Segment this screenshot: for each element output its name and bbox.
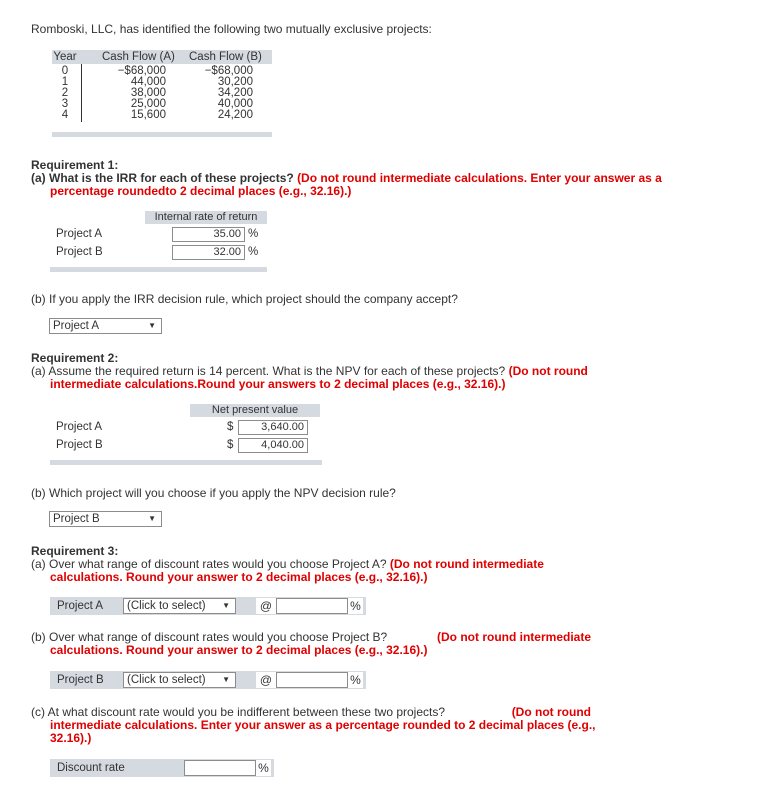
at-symbol: @ xyxy=(256,672,276,688)
npv-header: Net present value xyxy=(190,404,320,417)
req3-b-note-2: calculations. Round your answer to 2 decimal places (e.g., 32.16).) xyxy=(50,643,428,657)
npv-decision-select[interactable] xyxy=(49,511,162,527)
req2-title: Requirement 2: xyxy=(31,351,119,365)
req3-title: Requirement 3: xyxy=(31,544,119,558)
cell-cash-flow-a: 44,000 xyxy=(130,76,166,88)
npv-project-b-label: Project B xyxy=(56,439,103,451)
cell-cash-flow-a: 25,000 xyxy=(130,98,166,110)
npv-table xyxy=(50,404,322,466)
chevron-down-icon: ▼ xyxy=(148,514,156,523)
req3-b-row-label: Project B xyxy=(57,674,104,686)
at-symbol: @ xyxy=(256,598,276,614)
range-b-select-value: (Click to select) xyxy=(127,674,206,686)
cell-year: 2 xyxy=(61,87,69,99)
cashflow-footer-bar xyxy=(52,132,272,137)
irr-project-b-label: Project B xyxy=(56,246,103,258)
req2-a-note-1: (Do not round xyxy=(508,364,588,378)
req1-a-note-2: percentage roundedto 2 decimal places (e.g., 32.16).) xyxy=(50,184,352,198)
req3-a-note-1: (Do not round intermediate xyxy=(389,557,544,571)
req3-a-row xyxy=(50,597,366,615)
req3-c-text: (c) At what discount rate would you be indifferent between these two projects? xyxy=(31,705,446,719)
req3-c-note-1: (Do not round xyxy=(511,705,591,719)
cell-cash-flow-a: 15,600 xyxy=(130,109,166,121)
req2-b-text: (b) Which project will you choose if you apply the NPV decision rule? xyxy=(31,486,396,500)
npv-project-b-currency: $ xyxy=(227,439,234,451)
range-a-select[interactable] xyxy=(123,598,236,614)
irr-header: Internal rate of return xyxy=(145,211,267,224)
req3-c-row-label: Discount rate xyxy=(57,762,125,774)
req3-b-question xyxy=(31,630,591,644)
cell-cash-flow-b: −$68,000 xyxy=(204,65,253,77)
range-b-input[interactable] xyxy=(276,672,348,688)
npv-project-a-currency: $ xyxy=(227,421,234,433)
cell-cash-flow-b: 40,000 xyxy=(217,98,253,110)
cell-cash-flow-b: 34,200 xyxy=(217,87,253,99)
req1-b-text: (b) If you apply the IRR decision rule, which project should the company accept? xyxy=(31,292,458,306)
irr-project-a-label: Project A xyxy=(56,228,103,240)
cell-cash-flow-a: 38,000 xyxy=(130,87,166,99)
npv-project-a-label: Project A xyxy=(56,421,103,433)
req3-c-question xyxy=(31,705,591,719)
cell-year: 1 xyxy=(61,76,69,88)
req1-a-text: (a) What is the IRR for each of these projects? xyxy=(31,171,294,185)
irr-project-b-input[interactable]: 32.00 xyxy=(172,245,245,260)
cell-year: 3 xyxy=(61,98,69,110)
irr-project-a-input[interactable]: 35.00 xyxy=(172,227,245,242)
irr-decision-value: Project A xyxy=(53,320,100,332)
irr-table xyxy=(50,211,267,273)
intro-text: Romboski, LLC, has identified the following two mutually exclusive projects: xyxy=(31,22,432,36)
npv-footer-bar xyxy=(50,460,322,465)
col-cash-flow-b: Cash Flow (B) xyxy=(189,51,262,63)
req1-a-question xyxy=(31,171,662,185)
year-divider xyxy=(81,64,82,122)
req3-a-text: (a) Over what range of discount rates would you choose Project A? xyxy=(31,557,387,571)
req2-a-note-2: intermediate calculations.Round your answers to 2 decimal places (e.g., 32.16).) xyxy=(50,377,506,391)
req3-c-note-2: intermediate calculations. Enter your answer as a percentage rounded to 2 decimal places (e.g., xyxy=(50,718,596,732)
req3-c-row xyxy=(50,759,274,777)
irr-project-a-unit: % xyxy=(248,228,259,240)
irr-footer-bar xyxy=(50,267,267,272)
range-b-select[interactable] xyxy=(123,672,236,688)
cell-year: 4 xyxy=(61,109,69,121)
irr-project-b-unit: % xyxy=(248,246,259,258)
range-a-unit: % xyxy=(348,598,363,614)
cashflow-header xyxy=(52,50,272,64)
cell-year: 0 xyxy=(61,65,69,77)
req1-title: Requirement 1: xyxy=(31,158,119,172)
chevron-down-icon: ▼ xyxy=(148,321,156,330)
req3-b-note-1: (Do not round intermediate xyxy=(437,630,591,644)
npv-project-b-input[interactable]: 4,040.00 xyxy=(238,438,308,453)
cell-cash-flow-b: 24,200 xyxy=(217,109,253,121)
req2-a-question xyxy=(31,364,588,378)
req3-a-question xyxy=(31,557,544,571)
chevron-down-icon: ▼ xyxy=(222,601,230,610)
irr-decision-select[interactable] xyxy=(49,318,162,334)
req3-a-note-2: calculations. Round your answer to 2 decimal places (e.g., 32.16).) xyxy=(50,570,428,584)
req3-c-note-3: 32.16).) xyxy=(50,731,92,745)
discount-rate-input[interactable] xyxy=(184,760,256,776)
req1-a-note-1: (Do not round intermediate calculations. Enter your answer as a xyxy=(297,171,662,185)
req3-b-text: (b) Over what range of discount rates would you choose Project B? xyxy=(31,630,388,644)
range-b-unit: % xyxy=(348,672,363,688)
range-a-select-value: (Click to select) xyxy=(127,600,206,612)
cashflow-row xyxy=(52,110,272,121)
range-a-input[interactable] xyxy=(276,598,348,614)
cell-cash-flow-a: −$68,000 xyxy=(117,65,166,77)
req3-a-row-label: Project A xyxy=(57,600,104,612)
discount-rate-unit: % xyxy=(256,760,271,776)
chevron-down-icon: ▼ xyxy=(222,675,230,684)
npv-decision-value: Project B xyxy=(53,513,100,525)
req2-a-text: (a) Assume the required return is 14 percent. What is the NPV for each of these projects? xyxy=(31,364,506,378)
req3-b-row xyxy=(50,671,366,689)
cashflow-table xyxy=(52,50,272,137)
col-cash-flow-a: Cash Flow (A) xyxy=(102,51,175,63)
cell-cash-flow-b: 30,200 xyxy=(217,76,253,88)
npv-project-a-input[interactable]: 3,640.00 xyxy=(238,420,308,435)
col-year: Year xyxy=(53,51,77,63)
